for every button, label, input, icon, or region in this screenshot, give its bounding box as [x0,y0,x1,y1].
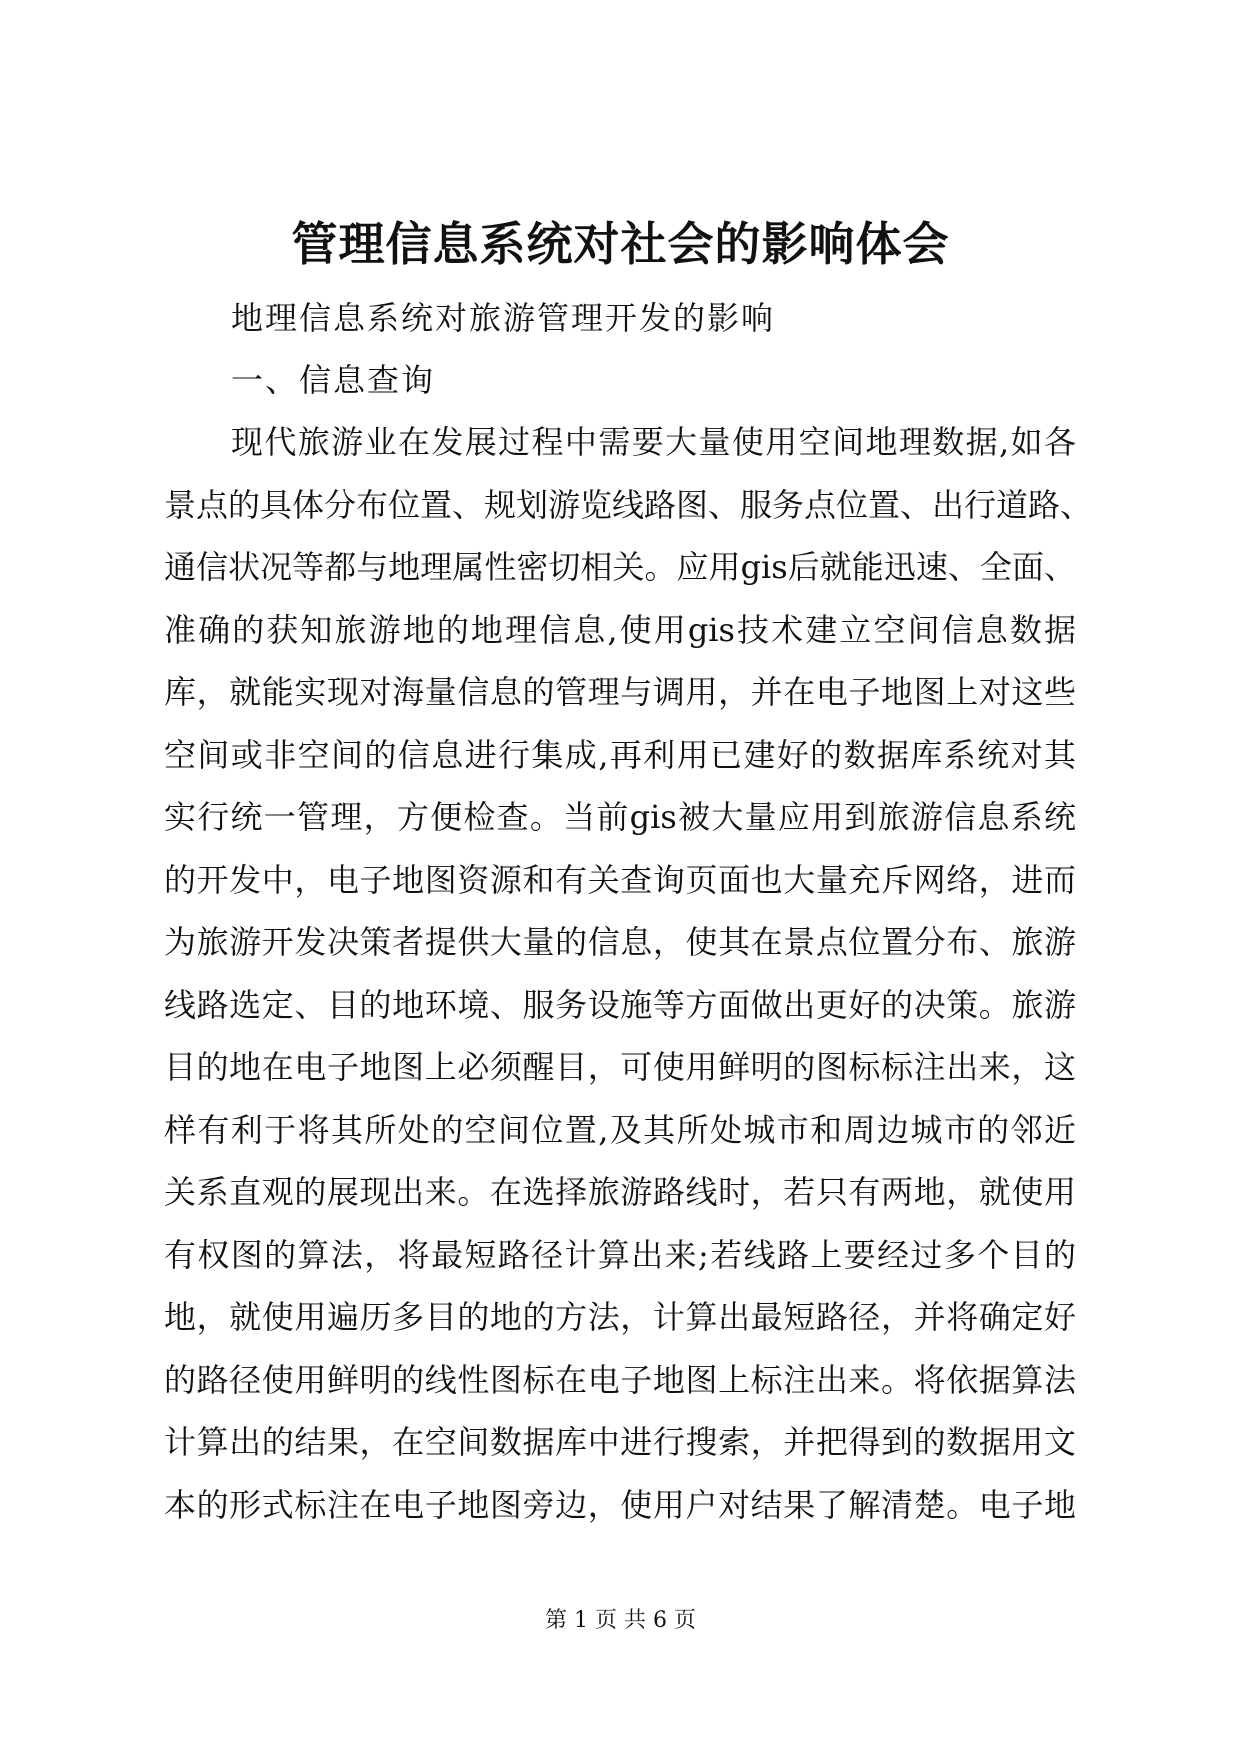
body-line: 的开发中，电子地图资源和有关查询页面也大量充斥网络，进而 [164,860,1076,899]
body-line: 地，就使用遍历多目的地的方法，计算出最短路径，并将确定好 [164,1298,1076,1336]
body-line: 通信状况等都与地理属性密切相关。应用gis后就能迅速、全面、 [164,548,1076,586]
document-title: 管理信息系统对社会的影响体会 [291,217,950,271]
document-subtitle: 地理信息系统对旅游管理开发的影响 [231,299,776,337]
body-line: 样有利于将其所处的空间位置,及其所处城市和周边城市的邻近 [164,1110,1076,1149]
body-line: 本的形式标注在电子地图旁边，使用户对结果了解清楚。电子地 [164,1485,1076,1524]
body-line: 空间或非空间的信息进行集成,再利用已建好的数据库系统对其 [164,735,1076,774]
body-line: 关系直观的展现出来。在选择旅游路线时，若只有两地，就使用 [164,1173,1076,1211]
body-paragraph [164,418,1093,1543]
body-line: 实行统一管理，方便检查。当前gis被大量应用到旅游信息系统 [164,798,1076,836]
body-line: 计算出的结果，在空间数据库中进行搜索，并把得到的数据用文 [164,1423,1076,1461]
body-line: 的路径使用鲜明的线性图标在电子地图上标注出来。将依据算法 [164,1360,1076,1399]
body-line: 现代旅游业在发展过程中需要大量使用空间地理数据,如各 [231,423,1076,461]
body-line: 线路选定、目的地环境、服务设施等方面做出更好的决策。旅游 [164,985,1076,1024]
section-heading: 一、信息查询 [231,361,436,399]
body-line: 景点的具体分布位置、规划游览线路图、服务点位置、出行道路、 [164,485,1093,524]
body-line: 有权图的算法，将最短路径计算出来;若线路上要经过多个目的 [164,1235,1076,1274]
body-line: 为旅游开发决策者提供大量的信息，使其在景点位置分布、旅游 [164,923,1076,961]
body-line: 库，就能实现对海量信息的管理与调用，并在电子地图上对这些 [164,673,1076,711]
page-footer: 第 1 页 共 6 页 [545,1608,696,1633]
body-line: 目的地在电子地图上必须醒目，可使用鲜明的图标标注出来，这 [164,1048,1076,1086]
body-line: 准确的获知旅游地的地理信息,使用gis技术建立空间信息数据 [164,610,1076,649]
